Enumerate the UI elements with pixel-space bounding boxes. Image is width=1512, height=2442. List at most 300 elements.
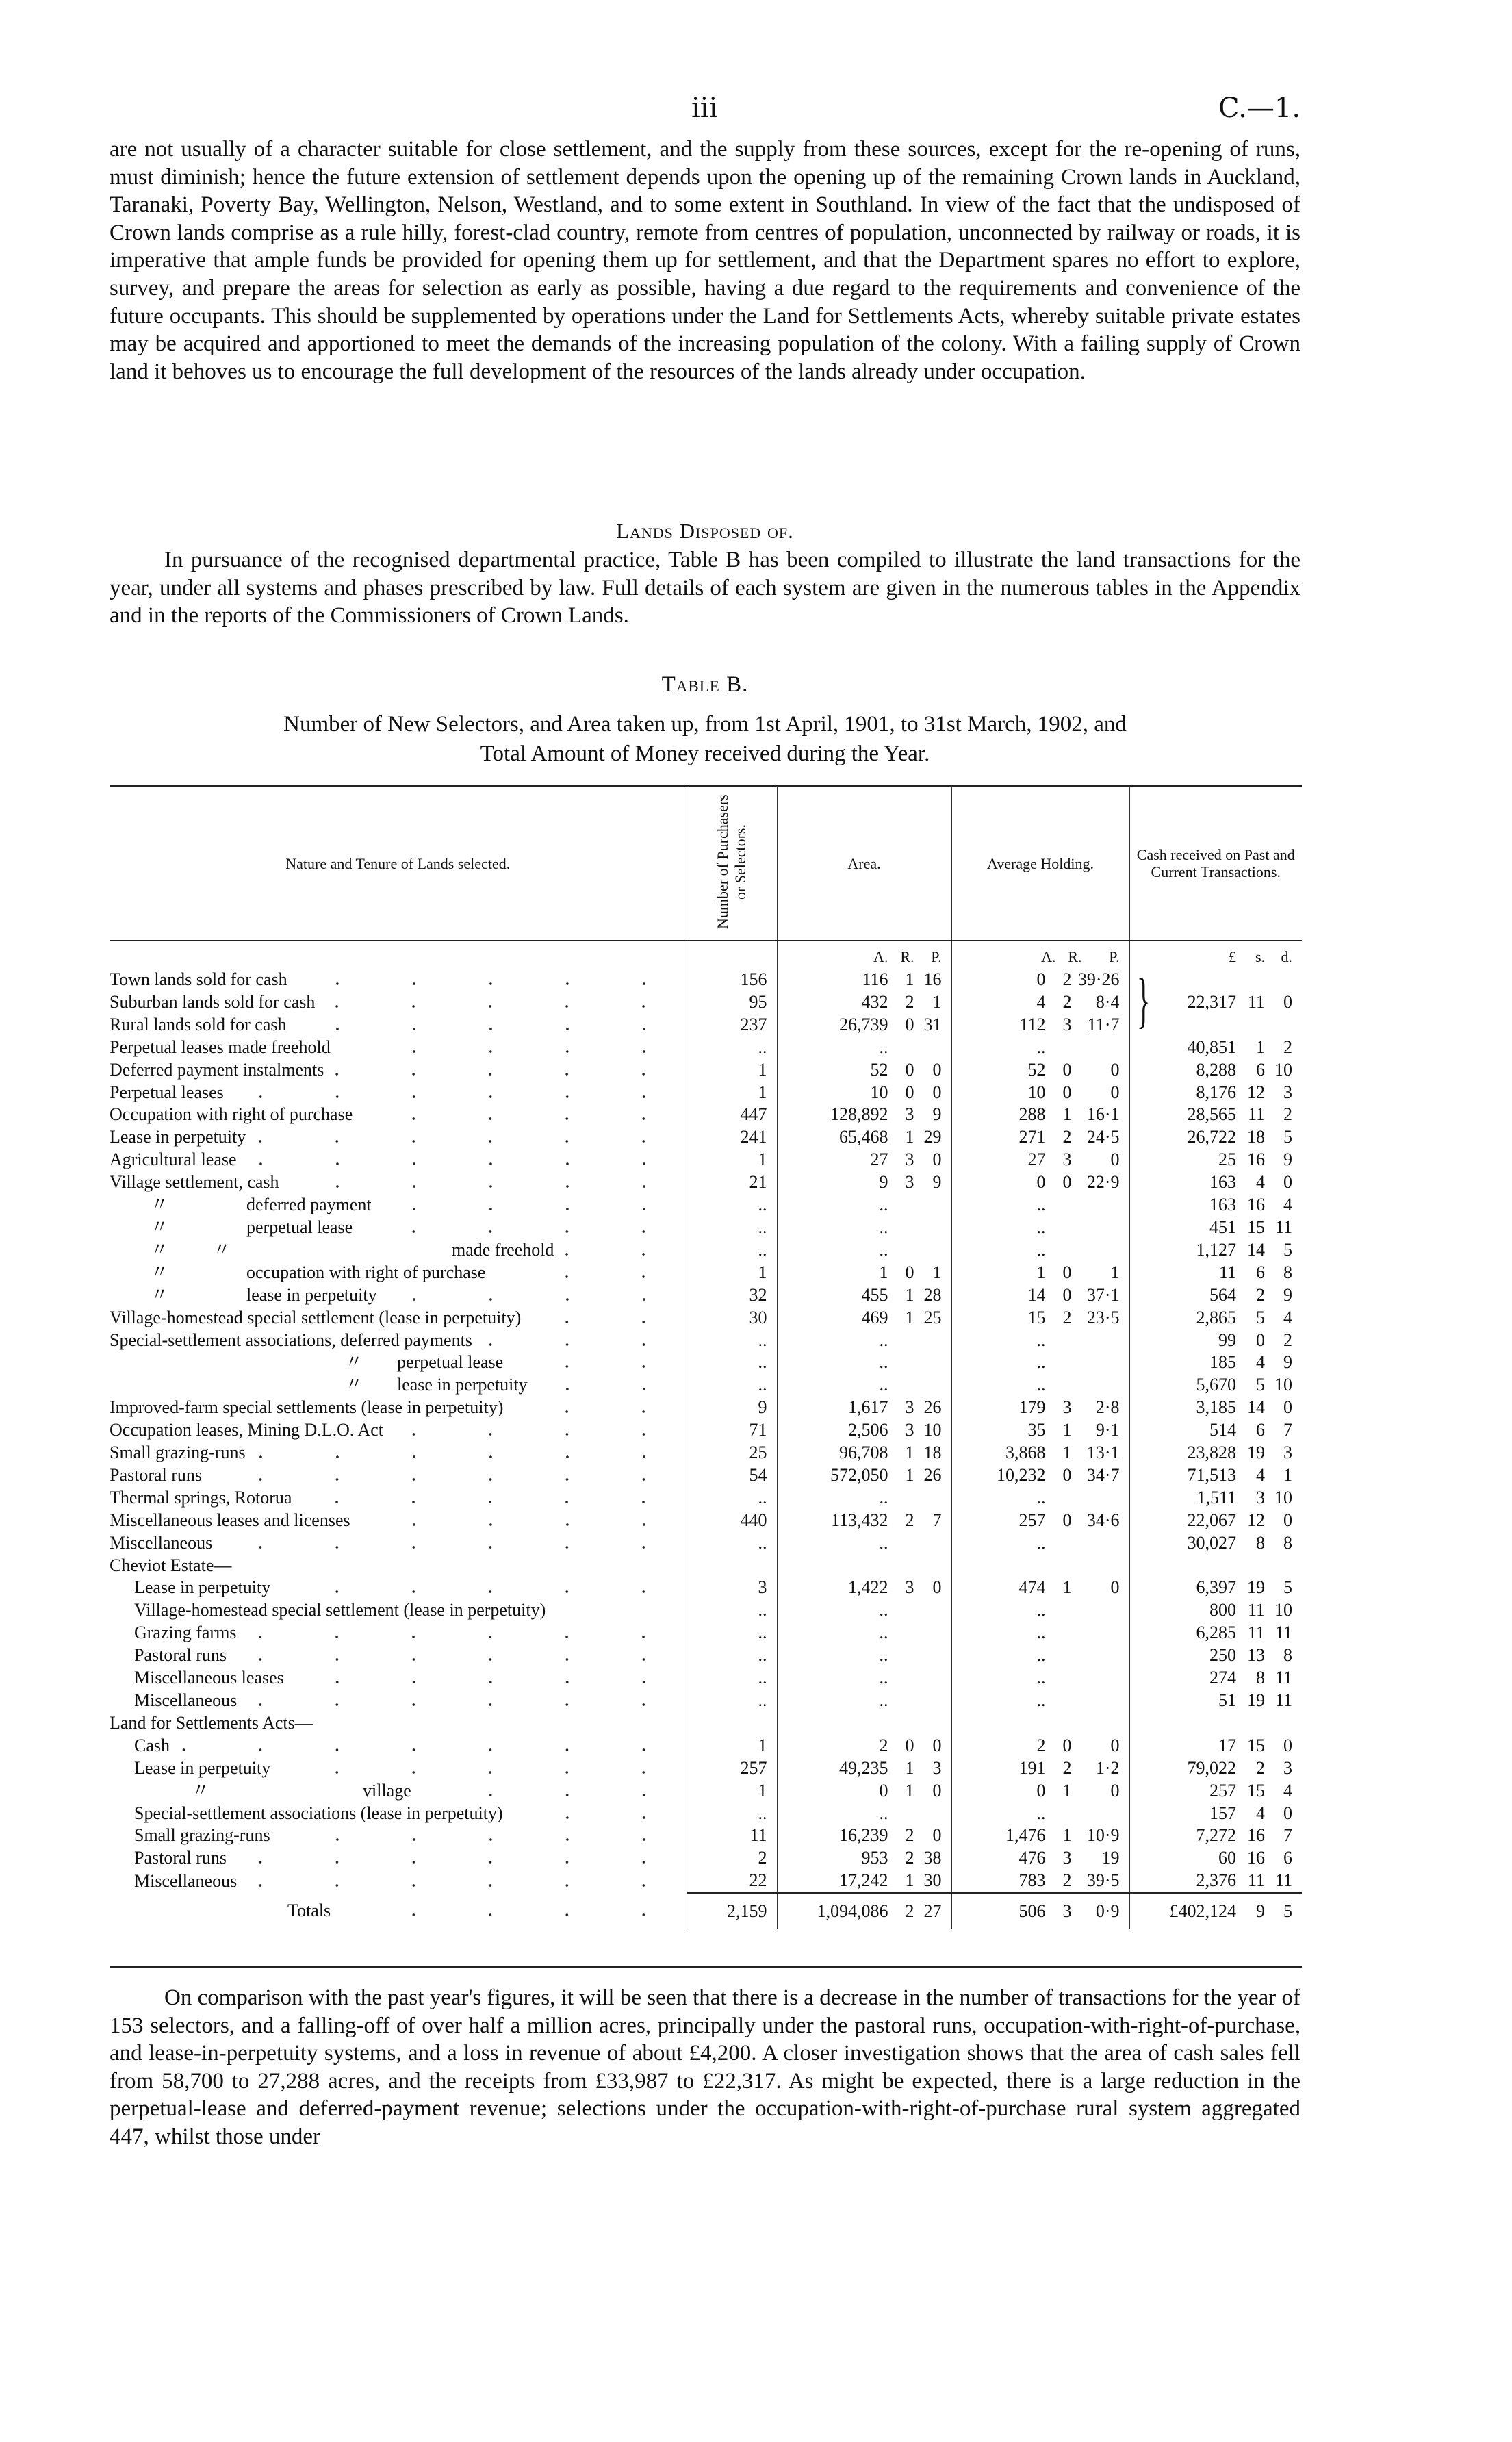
row-label-text: Occupation with right of purchase bbox=[110, 1104, 353, 1125]
row-label-cell bbox=[110, 1104, 687, 1126]
cash-value-part: 16 bbox=[1247, 1149, 1265, 1170]
cash-value-part: 5,670 bbox=[1196, 1375, 1236, 1395]
average-value-part: 23·5 bbox=[1086, 1307, 1120, 1327]
totals-average-value-part: 0·9 bbox=[1095, 1901, 1120, 1922]
cash-cell bbox=[1129, 1870, 1302, 1893]
average-value-part bbox=[1046, 1622, 1072, 1644]
average-cell bbox=[951, 1667, 1129, 1690]
average-value bbox=[952, 1397, 1120, 1419]
cash-value-part: 11 bbox=[1274, 1217, 1292, 1237]
document-reference: C.—1. bbox=[1218, 92, 1301, 124]
cash-value-part: 7,272 bbox=[1196, 1825, 1236, 1846]
area-value-part: .. bbox=[879, 1375, 888, 1395]
average-value bbox=[952, 1735, 1120, 1757]
cash-value bbox=[1130, 1397, 1293, 1419]
average-value-part: 2 bbox=[1062, 1307, 1072, 1327]
average-value bbox=[952, 1644, 1120, 1667]
leader-dots bbox=[297, 982, 682, 985]
area-value-part: 0 bbox=[932, 1825, 942, 1846]
row-label-text: lease in perpetuity bbox=[397, 1375, 528, 1395]
row-label bbox=[110, 1555, 687, 1577]
area-value-part: 2,506 bbox=[848, 1420, 888, 1440]
row-label-text: Deferred payment instalments bbox=[110, 1059, 324, 1080]
table-row bbox=[110, 1532, 1302, 1555]
cash-value-part: 2,865 bbox=[1196, 1307, 1236, 1327]
area-value-part: 16,239 bbox=[839, 1825, 888, 1846]
average-value-part: 19 bbox=[1101, 1848, 1120, 1868]
row-label-text: occupation with right of purchase bbox=[246, 1262, 486, 1282]
row-label bbox=[110, 1126, 687, 1149]
cash-value-part: 11 bbox=[1247, 991, 1265, 1012]
leader-dots bbox=[393, 1433, 682, 1436]
leader-dots bbox=[513, 1410, 682, 1413]
area-value-part bbox=[888, 1036, 914, 1059]
cash-value bbox=[1130, 1171, 1293, 1194]
area-value-part bbox=[888, 1239, 914, 1262]
average-cell bbox=[951, 1104, 1129, 1126]
average-value-part: 179 bbox=[1018, 1397, 1046, 1418]
area-cell-empty bbox=[777, 1555, 951, 1577]
leader-dots bbox=[530, 1321, 682, 1323]
row-label bbox=[110, 1577, 687, 1599]
cash-cell bbox=[1129, 1351, 1302, 1374]
cash-cell bbox=[1129, 1690, 1302, 1712]
row-label-cell bbox=[110, 1735, 687, 1757]
area-value-part: 3 bbox=[905, 1577, 914, 1598]
area-value-part bbox=[888, 1487, 914, 1510]
cash-cell bbox=[1129, 1239, 1302, 1262]
row-label-cell bbox=[110, 1487, 687, 1510]
area-value-part: 1 bbox=[905, 1307, 914, 1327]
row-label bbox=[110, 1757, 687, 1780]
area-value-part: 1 bbox=[905, 1464, 914, 1485]
average-value-part: 34·6 bbox=[1086, 1510, 1120, 1530]
average-value-part: 476 bbox=[1018, 1848, 1046, 1868]
cash-cell bbox=[1129, 1577, 1302, 1599]
average-value-part: 0 bbox=[1036, 1172, 1046, 1193]
table-group-heading-row bbox=[110, 1555, 1302, 1577]
leader-dots bbox=[495, 1275, 682, 1278]
area-value-part: 3 bbox=[905, 1172, 914, 1193]
totals-cash-value-part: 5 bbox=[1283, 1901, 1292, 1922]
table-row bbox=[110, 1330, 1302, 1352]
average-value-part: 271 bbox=[1018, 1127, 1046, 1147]
cash-value-part: 11 bbox=[1247, 1104, 1265, 1125]
number-cell: .. bbox=[687, 1351, 777, 1374]
average-cell bbox=[951, 1194, 1129, 1217]
average-value-part: 1 bbox=[1062, 1825, 1072, 1846]
units-blank bbox=[110, 941, 687, 969]
area-value bbox=[778, 1104, 942, 1126]
area-cell bbox=[777, 1059, 951, 1082]
section-heading: Lands Disposed of. bbox=[616, 519, 794, 543]
average-value-part: 1 bbox=[1062, 1420, 1072, 1440]
row-label bbox=[110, 1330, 687, 1352]
area-value-part: 9 bbox=[879, 1172, 888, 1193]
row-label bbox=[110, 1510, 687, 1532]
row-label-text: Village settlement, cash bbox=[110, 1172, 279, 1193]
average-value-part: 2·8 bbox=[1095, 1397, 1120, 1418]
area-value bbox=[778, 1464, 942, 1487]
area-cell bbox=[777, 1036, 951, 1059]
row-label-cell bbox=[110, 1644, 687, 1667]
area-value-part: 9 bbox=[932, 1172, 942, 1193]
area-value-part: 0 bbox=[932, 1082, 942, 1102]
average-value-part bbox=[1072, 1599, 1120, 1622]
cash-value bbox=[1130, 1217, 1293, 1239]
row-label-cell bbox=[110, 1374, 687, 1397]
average-value bbox=[952, 969, 1120, 991]
table-row bbox=[110, 1442, 1302, 1464]
cash-value-part: 1,511 bbox=[1196, 1487, 1236, 1508]
table-row bbox=[110, 1307, 1302, 1330]
average-cell bbox=[951, 1847, 1129, 1870]
average-value bbox=[952, 1690, 1120, 1712]
header-area: Area. bbox=[777, 786, 951, 941]
average-value-part bbox=[1072, 1036, 1120, 1059]
average-value-part bbox=[1046, 1690, 1072, 1712]
row-label bbox=[110, 1419, 687, 1442]
area-value-part: 953 bbox=[861, 1848, 888, 1868]
average-value-part: 783 bbox=[1018, 1870, 1046, 1891]
cash-value bbox=[1130, 1104, 1293, 1126]
cash-value bbox=[1130, 1082, 1293, 1104]
area-value bbox=[778, 1082, 942, 1104]
average-value-part: 0 bbox=[1062, 1172, 1072, 1193]
number-cell: .. bbox=[687, 1599, 777, 1622]
area-value-part: 1 bbox=[905, 969, 914, 989]
table-row bbox=[110, 1577, 1302, 1599]
table-row bbox=[110, 969, 1302, 991]
average-value bbox=[952, 1847, 1120, 1870]
cash-value-part: 10 bbox=[1274, 1600, 1292, 1620]
row-label bbox=[110, 1149, 687, 1171]
unit-label: A. bbox=[873, 948, 888, 966]
cash-cell bbox=[1129, 1780, 1302, 1803]
cash-value-part: 79,022 bbox=[1187, 1757, 1236, 1778]
row-label-text: Small grazing-runs bbox=[110, 1442, 246, 1463]
row-label bbox=[110, 1217, 687, 1239]
average-value bbox=[952, 1194, 1120, 1217]
area-value-part: .. bbox=[879, 1330, 888, 1350]
cash-value-part: 12 bbox=[1247, 1510, 1265, 1530]
cash-value-part: 4 bbox=[1283, 1195, 1292, 1215]
cash-cell-braced bbox=[1129, 969, 1302, 1036]
cash-value-part: 3 bbox=[1283, 1757, 1292, 1778]
area-value-part bbox=[888, 1194, 914, 1217]
table-row bbox=[110, 1036, 1302, 1059]
row-label-cell bbox=[110, 1780, 687, 1803]
row-label bbox=[110, 1284, 687, 1307]
cash-value-part: 60 bbox=[1218, 1848, 1236, 1868]
area-value bbox=[778, 1780, 942, 1803]
cash-value-part: 18 bbox=[1247, 1127, 1265, 1147]
area-cell bbox=[777, 1510, 951, 1532]
cash-value-part: 5 bbox=[1256, 1307, 1265, 1327]
row-label bbox=[110, 1464, 687, 1487]
average-value bbox=[952, 1510, 1120, 1532]
table-row bbox=[110, 1870, 1302, 1893]
row-label bbox=[110, 1194, 687, 1217]
average-value-part: 3,868 bbox=[1005, 1442, 1046, 1463]
cash-value bbox=[1130, 1059, 1293, 1082]
cash-value bbox=[1130, 1487, 1293, 1510]
ditto-mark: 〃 bbox=[344, 1375, 363, 1395]
area-cell bbox=[777, 1870, 951, 1893]
average-value-part: .. bbox=[1036, 1239, 1046, 1260]
cash-value-part: 8,288 bbox=[1196, 1059, 1236, 1080]
table-header-row bbox=[110, 786, 1302, 941]
area-units-group bbox=[778, 946, 942, 969]
average-value-part: 15 bbox=[1027, 1307, 1046, 1327]
average-value-part bbox=[1046, 1351, 1072, 1374]
row-label bbox=[110, 1532, 687, 1555]
leader-dots bbox=[280, 1590, 682, 1593]
average-value bbox=[952, 1126, 1120, 1149]
leader-dots bbox=[340, 1913, 682, 1916]
area-cell bbox=[777, 1374, 951, 1397]
unit-label: £ bbox=[1229, 948, 1236, 966]
units-row bbox=[110, 941, 1302, 969]
area-cell bbox=[777, 1217, 951, 1239]
average-value-part: 0 bbox=[1036, 1780, 1046, 1801]
number-cell: 32 bbox=[687, 1284, 777, 1307]
area-value bbox=[778, 1757, 942, 1780]
number-cell: 25 bbox=[687, 1442, 777, 1464]
cash-cell bbox=[1129, 1149, 1302, 1171]
leader-dots bbox=[236, 1658, 682, 1661]
average-value-part bbox=[1072, 1239, 1120, 1262]
row-label-text: Agricultural lease bbox=[110, 1149, 237, 1170]
average-value-part: 39·5 bbox=[1086, 1870, 1120, 1891]
cash-cell bbox=[1129, 1171, 1302, 1194]
average-value-part: 10 bbox=[1027, 1082, 1046, 1102]
row-label bbox=[110, 1262, 687, 1284]
average-value-part bbox=[1072, 1532, 1120, 1555]
cash-cell bbox=[1129, 1803, 1302, 1825]
unit-label: P. bbox=[931, 948, 942, 966]
area-value-part bbox=[888, 1330, 914, 1352]
area-value bbox=[778, 991, 942, 1014]
totals-row bbox=[110, 1894, 1302, 1929]
table-row bbox=[110, 1419, 1302, 1442]
average-cell bbox=[951, 1082, 1129, 1104]
cash-value bbox=[1130, 1284, 1293, 1307]
cash-value bbox=[1130, 1757, 1293, 1780]
header-number-text: Number of Purchasers or Selectors. bbox=[714, 794, 749, 929]
area-cell bbox=[777, 1307, 951, 1330]
area-value-part: 3 bbox=[905, 1420, 914, 1440]
row-label-text: Village-homestead special settlement (lease in perpetuity) bbox=[134, 1600, 546, 1620]
cash-value bbox=[1130, 1307, 1293, 1330]
cash-value bbox=[1130, 1330, 1293, 1352]
area-value bbox=[778, 1847, 942, 1870]
row-label bbox=[110, 1082, 687, 1104]
cash-value-part: 17 bbox=[1218, 1735, 1236, 1755]
average-value-part bbox=[1046, 1374, 1072, 1397]
average-value-part: 0 bbox=[1062, 1284, 1072, 1305]
average-cell bbox=[951, 1735, 1129, 1757]
row-label bbox=[110, 1171, 687, 1194]
leader-dots bbox=[513, 1365, 682, 1368]
cash-value-part: 0 bbox=[1283, 1803, 1292, 1823]
area-value bbox=[778, 1824, 942, 1847]
average-value-part: 3 bbox=[1062, 1149, 1072, 1170]
area-value bbox=[778, 1622, 942, 1644]
area-value-part: 0 bbox=[905, 1082, 914, 1102]
average-value-part: 35 bbox=[1027, 1420, 1046, 1440]
average-value-part: 10·9 bbox=[1086, 1825, 1120, 1846]
table-row bbox=[110, 1374, 1302, 1397]
area-cell bbox=[777, 1330, 951, 1352]
area-value-part: 572,050 bbox=[830, 1464, 888, 1485]
cash-value-part: 11 bbox=[1274, 1690, 1292, 1710]
area-cell bbox=[777, 1351, 951, 1374]
leader-dots bbox=[289, 1185, 682, 1188]
area-cell bbox=[777, 969, 951, 991]
average-value-part: 0 bbox=[1062, 1059, 1072, 1080]
table-row bbox=[110, 1239, 1302, 1262]
row-label bbox=[110, 1442, 687, 1464]
area-value-part: .. bbox=[879, 1487, 888, 1508]
table-row bbox=[110, 1262, 1302, 1284]
area-cell bbox=[777, 1262, 951, 1284]
cash-value-part: 99 bbox=[1218, 1330, 1236, 1350]
average-value-part: 0 bbox=[1062, 1510, 1072, 1530]
cash-value-part: 3,185 bbox=[1196, 1397, 1236, 1418]
average-value-part bbox=[1046, 1487, 1072, 1510]
number-cell-empty bbox=[687, 1712, 777, 1735]
area-value-part: 7 bbox=[932, 1510, 942, 1530]
cash-value-part: 14 bbox=[1247, 1397, 1265, 1418]
cash-cell-empty bbox=[1129, 1712, 1302, 1735]
area-value bbox=[778, 1171, 942, 1194]
average-value-part: .. bbox=[1036, 1803, 1046, 1823]
cash-value bbox=[1130, 1599, 1293, 1622]
cash-cell bbox=[1129, 1442, 1302, 1464]
area-value bbox=[778, 1532, 942, 1555]
row-label-cell bbox=[110, 969, 687, 991]
row-label-cell bbox=[110, 1690, 687, 1712]
average-value-part: 2 bbox=[1062, 969, 1072, 989]
area-value-part bbox=[914, 1330, 942, 1352]
cash-value-part: 5 bbox=[1283, 1577, 1292, 1598]
row-label-cell bbox=[110, 1577, 687, 1599]
number-cell: 22 bbox=[687, 1870, 777, 1893]
row-label-text: Town lands sold for cash bbox=[110, 969, 287, 989]
cash-value-part: 71,513 bbox=[1187, 1464, 1236, 1485]
cash-value-part: 0 bbox=[1283, 1735, 1292, 1755]
row-label bbox=[110, 1735, 687, 1757]
average-value bbox=[952, 1149, 1120, 1171]
row-label-text: Pastoral runs bbox=[134, 1848, 227, 1868]
table-row bbox=[110, 1667, 1302, 1690]
row-label bbox=[110, 1104, 687, 1126]
average-cell bbox=[951, 1239, 1129, 1262]
average-value-part: 11·7 bbox=[1087, 1014, 1120, 1034]
area-value-part: 31 bbox=[923, 1014, 942, 1034]
area-value bbox=[778, 1239, 942, 1262]
cash-value-part: 13 bbox=[1247, 1645, 1265, 1666]
row-label-cell bbox=[110, 1532, 687, 1555]
area-value-part: 0 bbox=[932, 1059, 942, 1080]
table-b bbox=[110, 785, 1302, 1929]
average-cell bbox=[951, 1014, 1129, 1036]
table-row bbox=[110, 1217, 1302, 1239]
cash-value-part: 564 bbox=[1209, 1284, 1236, 1305]
cash-cell bbox=[1129, 1397, 1302, 1419]
cash-value-part: 0 bbox=[1283, 991, 1292, 1012]
cash-value-part: 11 bbox=[1247, 1870, 1265, 1891]
cash-value bbox=[1130, 1735, 1293, 1757]
average-cell-empty bbox=[951, 1712, 1129, 1735]
area-value-part: 1 bbox=[879, 1262, 888, 1282]
cash-cell bbox=[1129, 1036, 1302, 1059]
area-cell bbox=[777, 1419, 951, 1442]
average-value bbox=[952, 1487, 1120, 1510]
cash-value-part: 25 bbox=[1218, 1149, 1236, 1170]
row-label bbox=[110, 1374, 687, 1397]
area-units bbox=[777, 941, 951, 969]
number-cell: 95 bbox=[687, 991, 777, 1014]
cash-value bbox=[1130, 1351, 1293, 1374]
area-cell bbox=[777, 1780, 951, 1803]
cash-cell bbox=[1129, 1262, 1302, 1284]
row-label bbox=[110, 1599, 687, 1622]
number-cell: .. bbox=[687, 1690, 777, 1712]
average-value-part: 3 bbox=[1062, 1397, 1072, 1418]
average-value-part bbox=[1072, 1217, 1120, 1239]
average-cell bbox=[951, 1757, 1129, 1780]
page-number: iii bbox=[691, 92, 718, 124]
cash-cell bbox=[1129, 1599, 1302, 1622]
area-value-part: 27 bbox=[870, 1149, 888, 1170]
area-value-part bbox=[914, 1217, 942, 1239]
row-label-text: Village-homestead special settlement (lease in perpetuity) bbox=[110, 1307, 522, 1327]
number-cell: .. bbox=[687, 1374, 777, 1397]
cash-value bbox=[1130, 1442, 1293, 1464]
cash-value-part: 14 bbox=[1247, 1239, 1265, 1260]
row-label-text: Suburban lands sold for cash bbox=[110, 991, 316, 1012]
leader-dots bbox=[233, 1095, 682, 1098]
average-value-part: 3 bbox=[1062, 1014, 1072, 1034]
average-cell bbox=[951, 1510, 1129, 1532]
area-value-part: 26 bbox=[923, 1397, 942, 1418]
area-value-part: .. bbox=[879, 1645, 888, 1666]
average-value bbox=[952, 1780, 1120, 1803]
area-value-part: 0 bbox=[905, 1262, 914, 1282]
cash-value-part: 12 bbox=[1247, 1082, 1265, 1102]
average-value-part: .. bbox=[1036, 1217, 1046, 1237]
average-value-part bbox=[1072, 1803, 1120, 1825]
area-value-part: .. bbox=[879, 1352, 888, 1373]
average-value-part bbox=[1046, 1330, 1072, 1352]
row-label-text: Pastoral runs bbox=[134, 1645, 227, 1666]
number-cell: 241 bbox=[687, 1126, 777, 1149]
cash-value-part: 8 bbox=[1256, 1532, 1265, 1553]
row-label-cell bbox=[110, 1036, 687, 1059]
cash-value-part: 0 bbox=[1283, 1510, 1292, 1530]
average-value-part bbox=[1072, 1667, 1120, 1690]
cash-value-part: 11 bbox=[1274, 1668, 1292, 1688]
row-label bbox=[110, 1059, 687, 1082]
table-row bbox=[110, 1757, 1302, 1780]
cash-value-part: 4 bbox=[1256, 1352, 1265, 1373]
area-value-part: 1,617 bbox=[848, 1397, 888, 1418]
area-value-part bbox=[914, 1239, 942, 1262]
average-value-part: 0 bbox=[1062, 1735, 1072, 1755]
row-label-cell bbox=[110, 1397, 687, 1419]
